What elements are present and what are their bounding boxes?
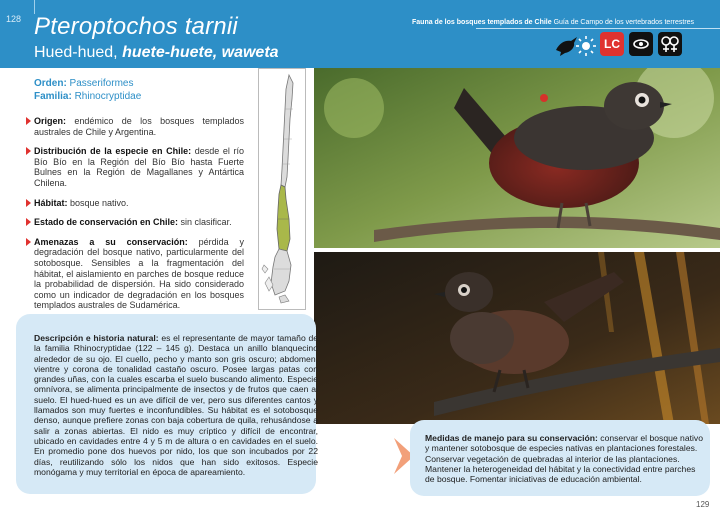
management-box	[410, 420, 710, 496]
order-line	[34, 77, 141, 90]
bird-photo-top	[314, 68, 720, 248]
day-sun-icon	[575, 35, 597, 57]
management-text	[425, 433, 703, 484]
fact-text: bosque nativo.	[67, 197, 129, 208]
conservation-status-badge: LC	[600, 32, 624, 56]
order-label: Orden:	[34, 78, 67, 89]
facts-list	[26, 116, 244, 320]
fact-text: pérdida y degradación del bosque nativo, particularmente del sotobosque. Sensibles a la fragmentación del hábitat, el aislamiento en parches de bosque reduce la probabilidad de dispersión. Ha sido considerado como un indicador de degradación en los bosques templados australes de Sudamérica.	[34, 236, 244, 311]
common-name-bold: huete-huete, waweta	[122, 44, 279, 61]
page-number-left: 128	[6, 14, 22, 24]
management-label: Medidas de manejo para su conservación:	[425, 433, 598, 443]
series-underline	[476, 28, 720, 29]
header-divider	[34, 0, 35, 14]
series-title-rest: Guía de Campo de los vertebrados terrestres	[551, 19, 695, 26]
family-value: Rhinocryptidae	[71, 91, 142, 102]
page-number-right: 129	[696, 500, 710, 509]
bird-photo-top-illustration	[314, 68, 720, 248]
fact-label: Hábitat:	[34, 197, 68, 208]
fact-text: desde el río Bío Bío en la Región del Bío Bío hasta Fuerte Bulnes en la Región de Magallanes y Antártica Chilena.	[34, 146, 245, 188]
fact-text: sin clasificar.	[178, 217, 232, 228]
fact-label: Estado de conservación en Chile:	[34, 217, 179, 228]
fact-text: endémico de los bosques templados australes de Chile y Argentina.	[34, 116, 244, 137]
common-names	[34, 44, 279, 62]
fact-threats	[26, 237, 244, 311]
description-text	[34, 333, 318, 477]
description-body: es el representante de mayor tamaño de la familia Rhinocryptidae (122 – 145 g). Destaca un anillo blanquecino alrededor de su ojo. El cuello, pecho y manto son gris oscuro; abdomen, vientre y corona de tonalidad castaño oscuro. Posee largas patas con grandes uñas, con la cuales escarba el suelo buscando alimento. Especie omnívora, se alimenta principalmente de insectos y de frutos que caen al suelo. El hued-hued es un ave difícil de ver, pero sus diferentes cantos y llamados son muy fuertes e inconfundibles. Su hábitat es el sotobosque denso, aunque prefiere zonas con baja cobertura de quila, rehusándose a salir a zonas abiertas. El nido es muy críptico y difícil de encontrar, ubicado en cavidades entre 4 y 5 m de altura o en cavidades en el suelo. En promedio pone dos huevos por nido, los que son incubados por 22 días, reutilizando sólo los nidos que han sido exitosos. Especie monógama y muy territorial en época de apareamiento.	[34, 333, 319, 477]
species-title: Pteroptochos tarnii	[34, 13, 238, 40]
fact-label: Distribución de la especie en Chile:	[34, 146, 192, 157]
chile-map-illustration	[259, 69, 305, 309]
fact-habitat	[26, 198, 244, 209]
management-body: conservar el bosque nativo y mantener sotobosque de especies nativas en plantaciones forestales. Conservar vegetación de quebradas al interior de las plantaciones. Mantener la heterogeneidad del hábitat y la conectividad entre parches de bosque. Fomentar iniciativas de educación ambiental.	[425, 433, 703, 485]
order-value: Passeriformes	[66, 78, 134, 89]
bird-photo-bottom-illustration	[314, 252, 720, 424]
family-label: Familia:	[34, 91, 72, 102]
description-label: Descripción e historia natural:	[34, 333, 159, 343]
family-line	[34, 90, 141, 103]
page-header	[0, 0, 720, 68]
common-name-plain: Hued-hued,	[34, 44, 123, 61]
fact-label: Origen:	[34, 116, 67, 126]
bird-photo-bottom	[314, 252, 720, 424]
fact-distribution	[26, 146, 244, 188]
fact-origin	[26, 116, 244, 137]
fact-label: Amenazas a su conservación:	[34, 236, 188, 247]
male-female-icon	[658, 32, 682, 56]
series-title-bold: Fauna de los bosques templados de Chile	[412, 19, 552, 26]
series-title	[412, 19, 694, 26]
fact-conservation-status	[26, 217, 244, 228]
taxonomy	[34, 77, 141, 103]
eye-icon	[629, 32, 653, 56]
distribution-map	[258, 68, 306, 310]
description-box	[16, 314, 319, 494]
